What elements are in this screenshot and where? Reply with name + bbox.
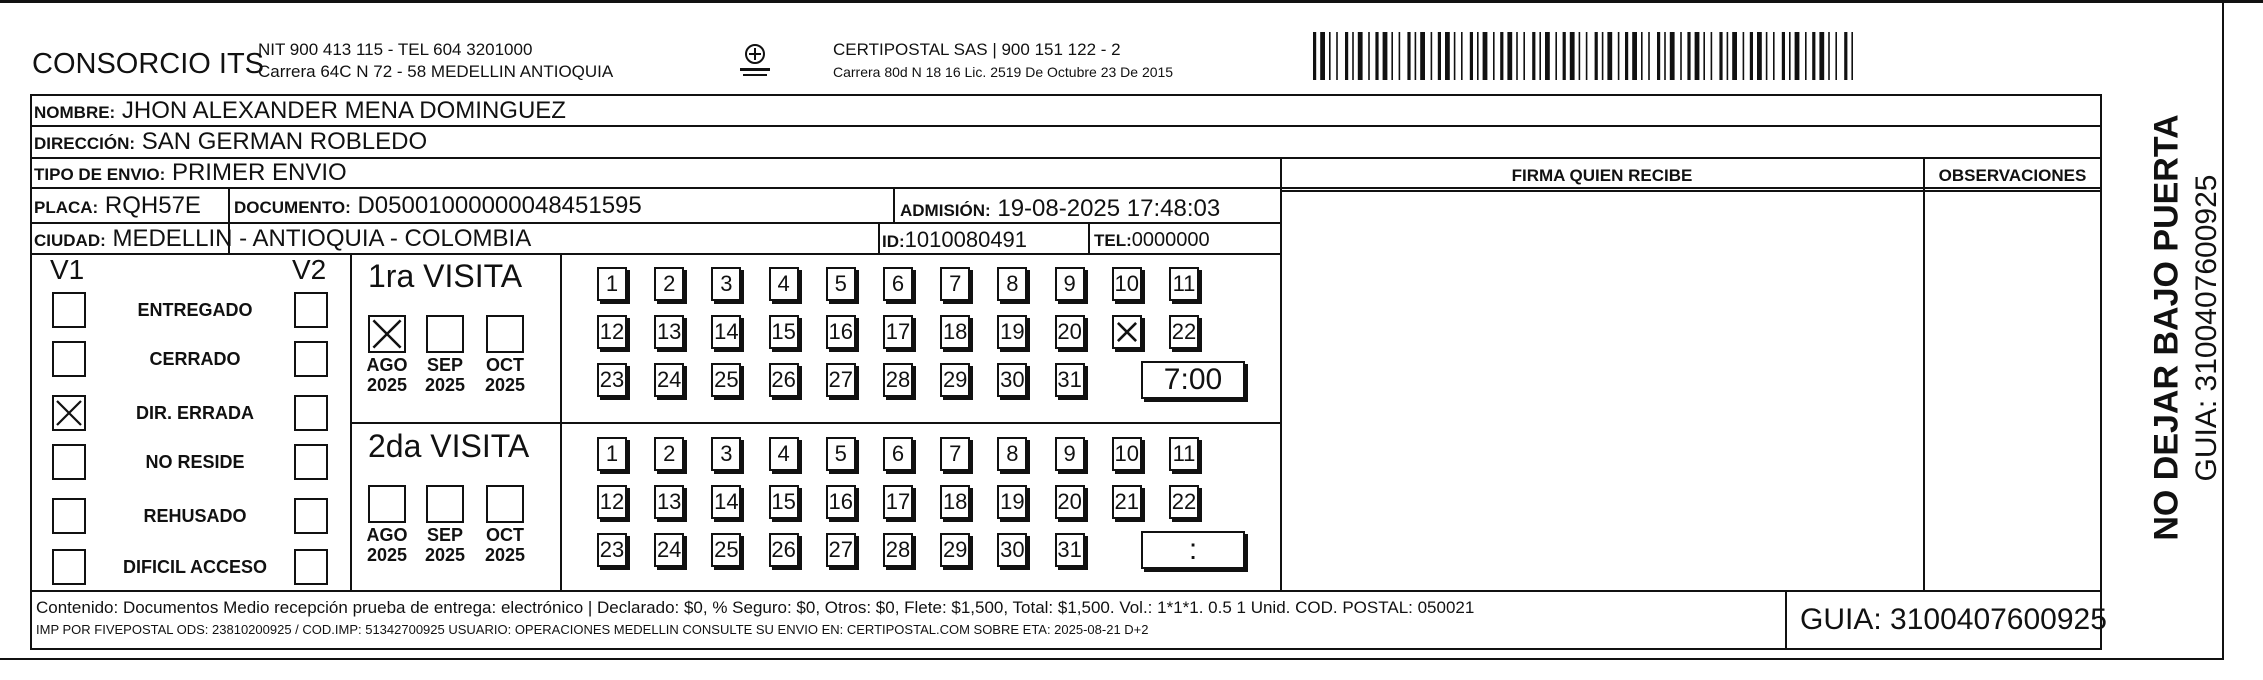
- barcode-bar: [1812, 32, 1815, 80]
- carrier-line1: CERTIPOSTAL SAS | 900 151 122 - 2: [833, 40, 1121, 59]
- visit2-day-box[interactable]: 11: [1169, 437, 1199, 471]
- admision-label: ADMISIÓN:: [900, 201, 991, 220]
- side-text: [2102, 90, 2222, 570]
- barcode-bar: [1329, 32, 1331, 80]
- barcode-bar: [1555, 32, 1557, 80]
- visit2-day-box[interactable]: 8: [997, 437, 1027, 471]
- barcode-bar: [1483, 32, 1488, 80]
- visit2-day-box[interactable]: 20: [1055, 485, 1085, 519]
- barcode-bar: [1345, 32, 1348, 80]
- barcode-bar: [1750, 32, 1753, 80]
- v1-checkbox[interactable]: [52, 549, 86, 585]
- visit1-day-box[interactable]: 16: [826, 315, 856, 349]
- carrier-line2: Carrera 80d N 18 16 Lic. 2519 De Octubre 23 De 2015: [833, 64, 1174, 80]
- visit1-day-box[interactable]: 20: [1055, 315, 1085, 349]
- visit2-title: 2da VISITA: [368, 428, 530, 464]
- barcode-bar: [1851, 32, 1853, 80]
- barcode-bar: [1352, 32, 1354, 80]
- footer-guia: GUIA: 3100407600925: [1800, 603, 2107, 636]
- barcode-bar: [1805, 32, 1807, 80]
- barcode-bar: [1727, 32, 1729, 80]
- visit2-day-box[interactable]: 14: [711, 485, 741, 519]
- documento-cell: [234, 192, 642, 220]
- visit2-day-box[interactable]: 23: [597, 533, 627, 567]
- visit1-day-box[interactable]: 15: [769, 315, 799, 349]
- visit1-day-box[interactable]: 29: [940, 363, 970, 397]
- barcode-bar: [1539, 32, 1541, 80]
- visit1-day-box[interactable]: 12: [597, 315, 627, 349]
- barcode-bar: [1648, 32, 1650, 80]
- tipo-label: TIPO DE ENVIO:: [34, 165, 166, 184]
- outer-bottom-border: [0, 658, 2224, 660]
- tel-label: TEL:: [1094, 231, 1132, 250]
- visit1-day-box[interactable]: 14: [711, 315, 741, 349]
- visit2-month-label: OCT: [486, 525, 524, 545]
- firma-left-line: [1280, 157, 1282, 591]
- barcode-bar: [1420, 32, 1425, 80]
- visit-divider: [350, 422, 1280, 424]
- barcode-bar: [1313, 32, 1316, 80]
- barcode-bar: [1586, 32, 1588, 80]
- status-label: CERRADO: [149, 349, 241, 369]
- barcode-bar: [1570, 32, 1575, 80]
- visit2-day-box[interactable]: 31: [1055, 533, 1085, 567]
- barcode: [1313, 32, 1858, 80]
- barcode-bar: [1625, 32, 1628, 80]
- barcode-bar: [1438, 32, 1441, 80]
- barcode-bar: [1461, 32, 1463, 80]
- placa-value: RQH57E: [104, 192, 201, 219]
- visit2-day-box[interactable]: 13: [654, 485, 684, 519]
- barcode-bar: [1375, 32, 1378, 80]
- barcode-bar: [1563, 32, 1566, 80]
- firma-label: FIRMA QUIEN RECIBE: [1511, 166, 1693, 185]
- visit2-day-box[interactable]: 19: [997, 485, 1027, 519]
- tel-value: 0000000: [1131, 229, 1210, 251]
- visit1-month-label: AGO: [366, 355, 408, 375]
- barcode-bar: [1795, 32, 1800, 80]
- nombre-label: NOMBRE:: [34, 103, 116, 122]
- barcode-bar: [1757, 32, 1762, 80]
- visit1-day-box[interactable]: 8: [997, 267, 1027, 301]
- barcode-bar: [1477, 32, 1479, 80]
- barcode-bar: [1670, 32, 1675, 80]
- barcode-bar: [1687, 32, 1690, 80]
- admision-cell: [900, 195, 1220, 223]
- visit2-day-box[interactable]: 28: [883, 533, 913, 567]
- visit2-day-box[interactable]: 26: [769, 533, 799, 567]
- visit2-day-box[interactable]: 12: [597, 485, 627, 519]
- visit2-year-label: 2025: [484, 545, 526, 565]
- barcode-bar: [1383, 32, 1388, 80]
- visit2-day-box[interactable]: 4: [769, 437, 799, 471]
- barcode-bar: [1703, 32, 1705, 80]
- visit1-month-label: SEP: [426, 355, 464, 375]
- visit2-month-checkbox[interactable]: [368, 485, 406, 523]
- visit1-day-box[interactable]: 11: [1169, 267, 1199, 301]
- visit2-day-box[interactable]: 30: [997, 533, 1027, 567]
- visit2-day-box[interactable]: 27: [826, 533, 856, 567]
- barcode-bar: [1470, 32, 1473, 80]
- visit2-month-label: AGO: [366, 525, 408, 545]
- documento-label: DOCUMENTO:: [234, 198, 351, 217]
- side-guia: GUIA: 3100407600925: [2190, 174, 2223, 482]
- id-cell: [882, 227, 1027, 253]
- tipo-value: PRIMER ENVIO: [171, 159, 347, 186]
- barcode-bar: [1773, 32, 1775, 80]
- footer-bottom-line: [30, 648, 2102, 650]
- side-warning: NO DEJAR BAJO PUERTA: [2147, 114, 2186, 541]
- obs-left-line: [1923, 157, 1925, 591]
- barcode-bar: [1415, 32, 1417, 80]
- barcode-bar: [1431, 32, 1433, 80]
- visit1-month-checkbox[interactable]: [426, 315, 464, 353]
- visit2-day-box[interactable]: 2: [654, 437, 684, 471]
- barcode-bar: [1516, 32, 1518, 80]
- visit1-day-box[interactable]: 6: [883, 267, 913, 301]
- barcode-bar: [1445, 32, 1450, 80]
- v1-checkbox[interactable]: [52, 498, 86, 534]
- v2-label: V2: [292, 254, 327, 285]
- barcode-bar: [1732, 32, 1737, 80]
- barcode-bar: [1532, 32, 1535, 80]
- footer-guia-line: [1785, 590, 1787, 650]
- visit1-day-box[interactable]: 17: [883, 315, 913, 349]
- barcode-bar: [1844, 32, 1847, 80]
- v1-label: V1: [50, 254, 85, 285]
- ciudad-cell: [34, 225, 531, 253]
- visit1-day-box[interactable]: 18: [940, 315, 970, 349]
- visit2-month-checkbox[interactable]: [426, 485, 464, 523]
- barcode-bar: [1607, 32, 1612, 80]
- placa-cell: [34, 192, 201, 220]
- left-border: [30, 94, 32, 649]
- visit2-day-box[interactable]: 25: [711, 533, 741, 567]
- ciudad-label: CIUDAD:: [34, 231, 106, 250]
- v1-checkbox[interactable]: [52, 444, 86, 480]
- visit1-day-box[interactable]: 2: [654, 267, 684, 301]
- barcode-bar: [1500, 32, 1503, 80]
- visit1-day-box[interactable]: 22: [1169, 315, 1199, 349]
- status-label: NO RESIDE: [145, 452, 245, 472]
- visit1-day-box[interactable]: 13: [654, 315, 684, 349]
- visit1-month-checkbox[interactable]: [368, 315, 406, 353]
- barcode-bar: [1743, 32, 1745, 80]
- barcode-bar: [1680, 32, 1682, 80]
- barcode-bar: [1454, 32, 1456, 80]
- visit1-day-box[interactable]: 30: [997, 363, 1027, 397]
- company-name: CONSORCIO ITS: [32, 48, 265, 80]
- v1-checkbox[interactable]: [52, 341, 86, 377]
- barcode-bar: [1523, 32, 1525, 80]
- status-label: DIR. ERRADA: [135, 403, 254, 423]
- barcode-bar: [1358, 32, 1363, 80]
- barcode-bar: [1407, 32, 1410, 80]
- row-line-top: [30, 94, 2102, 96]
- visit1-month-checkbox[interactable]: [486, 315, 524, 353]
- barcode-bar: [1399, 32, 1401, 80]
- visit2-day-box[interactable]: 17: [883, 485, 913, 519]
- company-info-line1: NIT 900 413 115 - TEL 604 3201000: [258, 40, 533, 59]
- carrier-logo: [735, 40, 775, 80]
- observaciones-label: OBSERVACIONES: [1938, 166, 2087, 185]
- barcode-bar: [1545, 32, 1550, 80]
- tipo-row: [34, 159, 347, 187]
- visit1-day-box[interactable]: 27: [826, 363, 856, 397]
- barcode-bar: [1320, 32, 1325, 80]
- visit1-day-box[interactable]: 7: [940, 267, 970, 301]
- barcode-bar: [1336, 32, 1338, 80]
- visit2-month-label: SEP: [426, 525, 464, 545]
- row-line: [30, 187, 2102, 189]
- col-line: [878, 222, 880, 254]
- visit1-day-box[interactable]: 31: [1055, 363, 1085, 397]
- visit2-day-box[interactable]: 18: [940, 485, 970, 519]
- v2-checkbox[interactable]: [294, 292, 328, 328]
- direccion-row: [34, 128, 427, 156]
- visit2-day-box[interactable]: 24: [654, 533, 684, 567]
- visit1-year-label: 2025: [484, 375, 526, 395]
- visit2-year-label: 2025: [424, 545, 466, 565]
- barcode-bar: [1719, 32, 1722, 80]
- visit1-title: 1ra VISITA: [368, 258, 523, 294]
- visit1-day-box[interactable]: 25: [711, 363, 741, 397]
- admision-value: 19-08-2025 17:48:03: [997, 195, 1221, 222]
- visit2-day-box[interactable]: 21: [1112, 485, 1142, 519]
- col-line: [1088, 222, 1090, 254]
- v1-checkbox[interactable]: [52, 292, 86, 328]
- status-label: ENTREGADO: [137, 300, 253, 320]
- barcode-bar: [1595, 32, 1598, 80]
- barcode-bar: [1819, 32, 1824, 80]
- v2-checkbox[interactable]: [294, 498, 328, 534]
- top-border: [0, 0, 2263, 3]
- v2-checkbox[interactable]: [294, 444, 328, 480]
- visit1-day-box[interactable]: 4: [769, 267, 799, 301]
- direccion-label: DIRECCIÓN:: [34, 134, 136, 153]
- visit1-day-box[interactable]: 19: [997, 315, 1027, 349]
- direccion-value: SAN GERMAN ROBLEDO: [141, 128, 428, 155]
- ciudad-value: MEDELLIN - ANTIOQUIA - COLOMBIA: [112, 225, 532, 252]
- status-label: DIFICIL ACCESO: [122, 557, 267, 577]
- nombre-value: JHON ALEXANDER MENA DOMINGUEZ: [121, 97, 566, 124]
- status-label: REHUSADO: [143, 506, 247, 526]
- visit1-year-label: 2025: [366, 375, 408, 395]
- visit2-day-box[interactable]: 16: [826, 485, 856, 519]
- v2-checkbox[interactable]: [294, 395, 328, 431]
- barcode-bar: [1789, 32, 1791, 80]
- row-line: [30, 125, 2102, 127]
- barcode-bar: [1368, 32, 1370, 80]
- footer-line2: IMP POR FIVEPOSTAL ODS: 23810200925 / COD.IMP: 51342700925 USUARIO: OPERACIONES MEDELLIN CONSULTE SU ENVIO EN: CERTIPOSTAL.COM SOBRE ETA: 2025-08-21 D+2: [36, 622, 1149, 637]
- visit2-day-box[interactable]: 5: [826, 437, 856, 471]
- visit2-day-box[interactable]: 10: [1112, 437, 1142, 471]
- visit2-time-box[interactable]: :: [1141, 531, 1245, 569]
- visit1-day-box[interactable]: 9: [1055, 267, 1085, 301]
- visit2-day-box[interactable]: 1: [597, 437, 627, 471]
- visit1-day-box[interactable]: 3: [711, 267, 741, 301]
- footer-line1: Contenido: Documentos Medio recepción prueba de entrega: electrónico | Declarado: $0, % Seguro: $0, Otros: $0, Flete: $1,500, Total: $1,500. Vol.: 1*1*1. 0.5 1 Unid. COD. POSTAL: 050021: [36, 598, 1475, 617]
- visit1-day-box[interactable]: 10: [1112, 267, 1142, 301]
- visit2-day-box[interactable]: 29: [940, 533, 970, 567]
- visit1-month-label: OCT: [486, 355, 524, 375]
- row-line: [1280, 190, 2102, 192]
- barcode-bar: [1618, 32, 1620, 80]
- v2-checkbox[interactable]: [294, 341, 328, 377]
- barcode-bar: [1828, 32, 1830, 80]
- visit2-day-box[interactable]: 15: [769, 485, 799, 519]
- placa-label: PLACA:: [34, 198, 99, 217]
- visit1-day-box[interactable]: 26: [769, 363, 799, 397]
- nombre-row: [34, 97, 566, 125]
- barcode-bar: [1835, 32, 1837, 80]
- barcode-bar: [1766, 32, 1768, 80]
- barcode-bar: [1507, 32, 1512, 80]
- visit2-day-box[interactable]: 3: [711, 437, 741, 471]
- visit1-day-box[interactable]: 28: [883, 363, 913, 397]
- barcode-bar: [1632, 32, 1637, 80]
- v1-checkbox[interactable]: [52, 395, 86, 431]
- company-info-line2: Carrera 64C N 72 - 58 MEDELLIN ANTIOQUIA: [258, 62, 614, 81]
- barcode-bar: [1391, 32, 1393, 80]
- barcode-bar: [1782, 32, 1785, 80]
- barcode-bar: [1664, 32, 1666, 80]
- barcode-bar: [1657, 32, 1660, 80]
- barcode-bar: [1711, 32, 1713, 80]
- footer-top-line: [30, 590, 2102, 592]
- visit2-day-box[interactable]: 9: [1055, 437, 1085, 471]
- tel-cell: [1094, 229, 1210, 252]
- visit1-day-box[interactable]: 23: [597, 363, 627, 397]
- visit1-day-box[interactable]: [1112, 315, 1142, 349]
- visit2-day-box[interactable]: 7: [940, 437, 970, 471]
- visit1-year-label: 2025: [424, 375, 466, 395]
- visit2-year-label: 2025: [366, 545, 408, 565]
- barcode-bar: [1579, 32, 1581, 80]
- id-value: 1010080491: [904, 227, 1028, 252]
- visit1-day-box[interactable]: 1: [597, 267, 627, 301]
- visit2-day-box[interactable]: 6: [883, 437, 913, 471]
- visit1-day-box[interactable]: 24: [654, 363, 684, 397]
- visit2-month-checkbox[interactable]: [486, 485, 524, 523]
- visit2-day-box[interactable]: 22: [1169, 485, 1199, 519]
- visit1-day-box[interactable]: 5: [826, 267, 856, 301]
- visit1-time-box[interactable]: 7:00: [1141, 361, 1245, 399]
- col-line: [893, 188, 895, 223]
- barcode-bar: [1695, 32, 1700, 80]
- barcode-bar: [1641, 32, 1643, 80]
- v2-checkbox[interactable]: [294, 549, 328, 585]
- id-label: ID:: [882, 232, 905, 251]
- barcode-bar: [1493, 32, 1495, 80]
- barcode-bar: [1602, 32, 1604, 80]
- row-line: [30, 253, 1280, 255]
- documento-value: D05001000000048451595: [357, 192, 642, 219]
